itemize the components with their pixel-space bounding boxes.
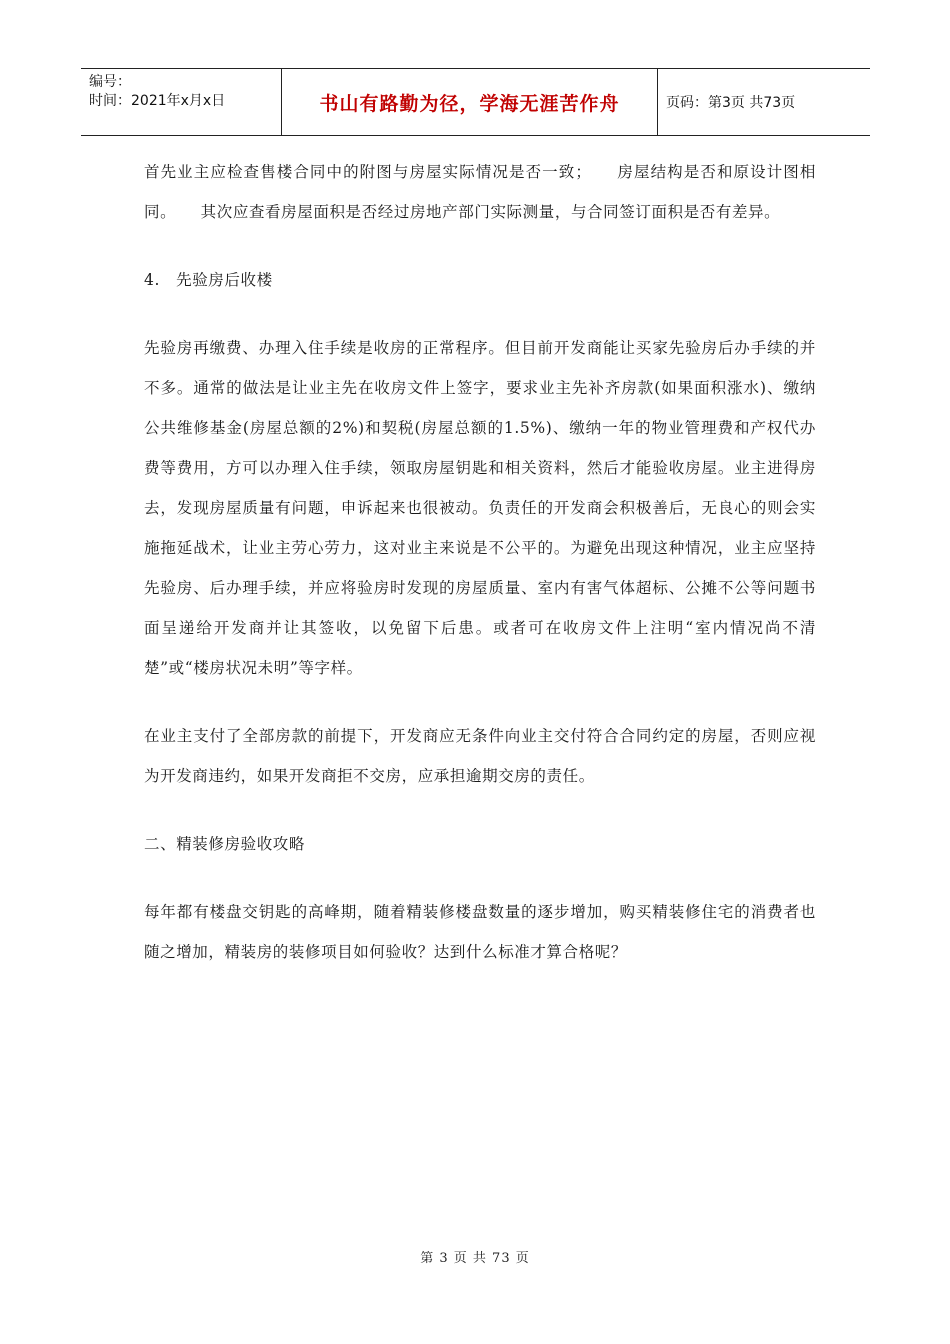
page-header (81, 68, 870, 136)
document-body (144, 152, 816, 972)
document-number-label: 编号： (89, 74, 131, 90)
page-footer: 第 3 页 共 73 页 (420, 1251, 530, 1266)
paragraph-decorated-housing: 每年都有楼盘交钥匙的高峰期，随着精装修楼盘数量的逐步增加，购买精装修住宅的消费者也随之增加，精装房的装修项目如何验收？达到什么标准才算合格呢？ (144, 903, 816, 961)
paragraph-developer-obligation: 在业主支付了全部房款的前提下，开发商应无条件向业主交付符合合同约定的房屋，否则应视为开发商违约，如果开发商拒不交房，应承担逾期交房的责任。 (144, 727, 816, 785)
section-heading-4: 4. 先验房后收楼 (144, 271, 273, 289)
header-meta-cell (81, 69, 282, 135)
header-slogan: 书山有路勤为径，学海无涯苦作舟 (319, 92, 620, 115)
document-time-label: 时间：2021年x月x日 (89, 93, 226, 109)
paragraph-inspect-first: 先验房再缴费、办理入住手续是收房的正常程序。但目前开发商能让买家先验房后办手续的并不多。通常的做法是让业主先在收房文件上签字，要求业主先补齐房款(如果面积涨水)、缴纳公共维修基金(房屋总额的2%)和契税(房屋总额的1.5%)、缴纳一年的物业管理费和产权代办费等费用，方可以办理入住手续，领取房屋钥匙和相关资料，然后才能验收房屋。业主进得房去，发现房屋质量有问题，申诉起来也很被动。负责任的开发商会积极善后，无良心的则会实施拖延战术，让业主劳心劳力，这对业主来说是不公平的。为避免出现这种情况，业主应坚持先验房、后办理手续，并应将验房时发现的房屋质量、室内有害气体超标、公摊不公等问题书面呈递给开发商并让其签收，以免留下后患。或者可在收房文件上注明“室内情况尚不清楚”或“楼房状况未明”等字样。 (144, 339, 816, 677)
header-page-info: 页码：第3页 共73页 (666, 95, 796, 111)
header-page-cell (658, 69, 870, 135)
section-heading-2: 二、精装修房验收攻略 (144, 835, 306, 853)
header-slogan-cell (282, 69, 658, 135)
paragraph-inspection: 首先业主应检查售楼合同中的附图与房屋实际情况是否一致； 房屋结构是否和原设计图相同。 其次应查看房屋面积是否经过房地产部门实际测量，与合同签订面积是否有差异。 (144, 163, 816, 221)
